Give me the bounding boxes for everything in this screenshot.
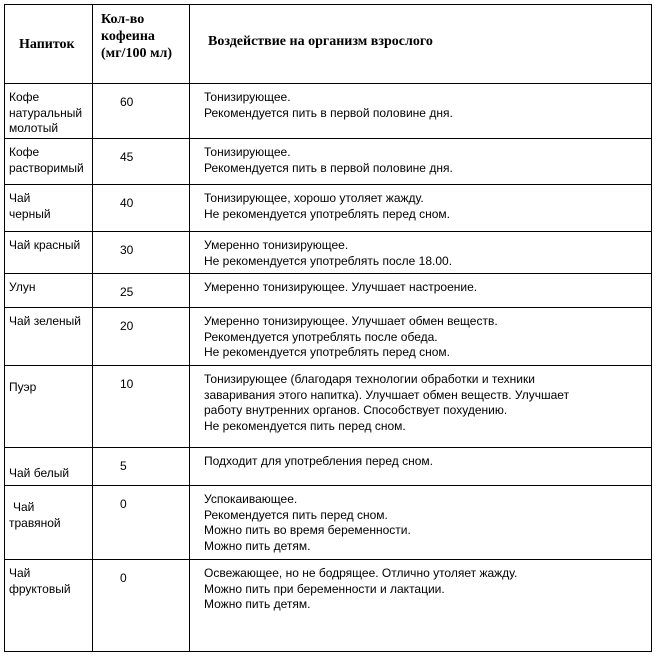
effect-line: работу внутренних органов. Способствует похудению. — [204, 403, 508, 418]
drink-name-line: Кофе — [9, 145, 40, 159]
effect-line: Можно пить детям. — [204, 538, 311, 553]
effect-line: Освежающее, но не бодрящее. Отлично утоляет жажду. — [204, 566, 518, 580]
drink-effect — [190, 366, 652, 448]
drink-effect — [190, 486, 652, 560]
drink-effect — [190, 560, 652, 652]
table-row — [5, 84, 652, 139]
drink-name — [5, 366, 93, 448]
drink-name — [5, 139, 93, 185]
effect-line: Тонизирующее. — [204, 90, 291, 104]
table-row — [5, 274, 652, 308]
drink-effect — [190, 139, 652, 185]
caffeine-value: 5 — [93, 448, 190, 486]
drink-name — [5, 232, 93, 274]
drink-name — [5, 185, 93, 232]
effect-line: Рекомендуется употреблять после обеда. — [204, 329, 438, 344]
drink-name-line: Пуэр — [9, 380, 37, 394]
effect-line: Успокаивающее. — [204, 492, 298, 506]
drink-name-line: Улун — [9, 280, 36, 294]
effect-line: Рекомендуется пить в первой половине дня. — [204, 160, 453, 175]
caffeine-value: 40 — [93, 185, 190, 232]
effect-line: Подходит для употребления перед сном. — [204, 454, 433, 468]
drink-name — [5, 560, 93, 652]
drink-effect — [190, 274, 652, 308]
header-caffeine-line: (мг/100 мл) — [101, 46, 172, 61]
effect-line: Можно пить детям. — [204, 597, 311, 612]
drink-name-line: травяной — [9, 515, 61, 530]
effect-line: Умеренно тонизирующее. Улучшает настроение. — [204, 280, 478, 294]
table-header-row — [5, 5, 652, 84]
effect-line: Тонизирующее. — [204, 145, 291, 159]
table-row — [5, 232, 652, 274]
table-row — [5, 560, 652, 652]
effect-line: Не рекомендуется употреблять после 18.00. — [204, 253, 453, 268]
drink-name-line: Чай зеленый — [9, 314, 81, 328]
effect-line: Умеренно тонизирующее. Улучшает обмен веществ. — [204, 314, 498, 328]
caffeine-table — [4, 4, 652, 652]
caffeine-value: 30 — [93, 232, 190, 274]
header-caffeine — [93, 5, 190, 84]
table-row — [5, 366, 652, 448]
caffeine-value: 20 — [93, 308, 190, 366]
caffeine-value: 60 — [93, 84, 190, 139]
drink-name — [5, 486, 93, 560]
table-row — [5, 139, 652, 185]
caffeine-value: 0 — [93, 560, 190, 652]
drink-name-line: Чай белый — [9, 466, 70, 480]
effect-line: Тонизирующее, хорошо утоляет жажду. — [204, 191, 424, 205]
header-effect: Воздействие на организм взрослого — [190, 5, 652, 84]
drink-name — [5, 308, 93, 366]
effect-line: Можно пить при беременности и лактации. — [204, 581, 445, 596]
effect-line: Рекомендуется пить в первой половине дня. — [204, 105, 453, 120]
caffeine-value: 45 — [93, 139, 190, 185]
effect-line: Не рекомендуется употреблять перед сном. — [204, 206, 450, 221]
drink-name-line: натуральный — [9, 105, 83, 120]
drink-name — [5, 84, 93, 139]
effect-line: Не рекомендуется употреблять перед сном. — [204, 345, 450, 360]
drink-effect — [190, 185, 652, 232]
drink-name-line: фруктовый — [9, 581, 71, 596]
drink-name-line: молотый — [9, 121, 59, 136]
drink-name — [5, 448, 93, 486]
drink-effect — [190, 308, 652, 366]
drink-name — [5, 274, 93, 308]
drink-name-line: Чай — [13, 500, 35, 514]
drink-effect — [190, 232, 652, 274]
drink-effect — [190, 448, 652, 486]
effect-line: заваривания этого напитка). Улучшает обмен веществ. Улучшает — [204, 387, 570, 402]
drink-name-line: растворимый — [9, 160, 84, 175]
table-row — [5, 448, 652, 486]
caffeine-value: 0 — [93, 486, 190, 560]
drink-name-line: Чай красный — [9, 238, 81, 252]
table-row — [5, 308, 652, 366]
effect-line: Тонизирующее (благодаря технологии обработки и техники — [204, 372, 535, 386]
table-row — [5, 185, 652, 232]
header-caffeine-line: Кол-во — [101, 12, 145, 27]
drink-name-line: Чай — [9, 191, 31, 205]
drink-name-line: Чай — [9, 566, 31, 580]
effect-line: Рекомендуется пить перед сном. — [204, 507, 388, 522]
drink-name-line: черный — [9, 206, 51, 221]
drink-name-line: Кофе — [9, 90, 40, 104]
header-drink: Напиток — [5, 5, 93, 84]
header-caffeine-line: кофеина — [101, 29, 155, 44]
effect-line: Умеренно тонизирующее. — [204, 238, 349, 252]
effect-line: Можно пить во время беременности. — [204, 523, 411, 538]
caffeine-value: 25 — [93, 274, 190, 308]
effect-line: Не рекомендуется пить перед сном. — [204, 418, 406, 433]
caffeine-value: 10 — [93, 366, 190, 448]
table-row — [5, 486, 652, 560]
drink-effect — [190, 84, 652, 139]
